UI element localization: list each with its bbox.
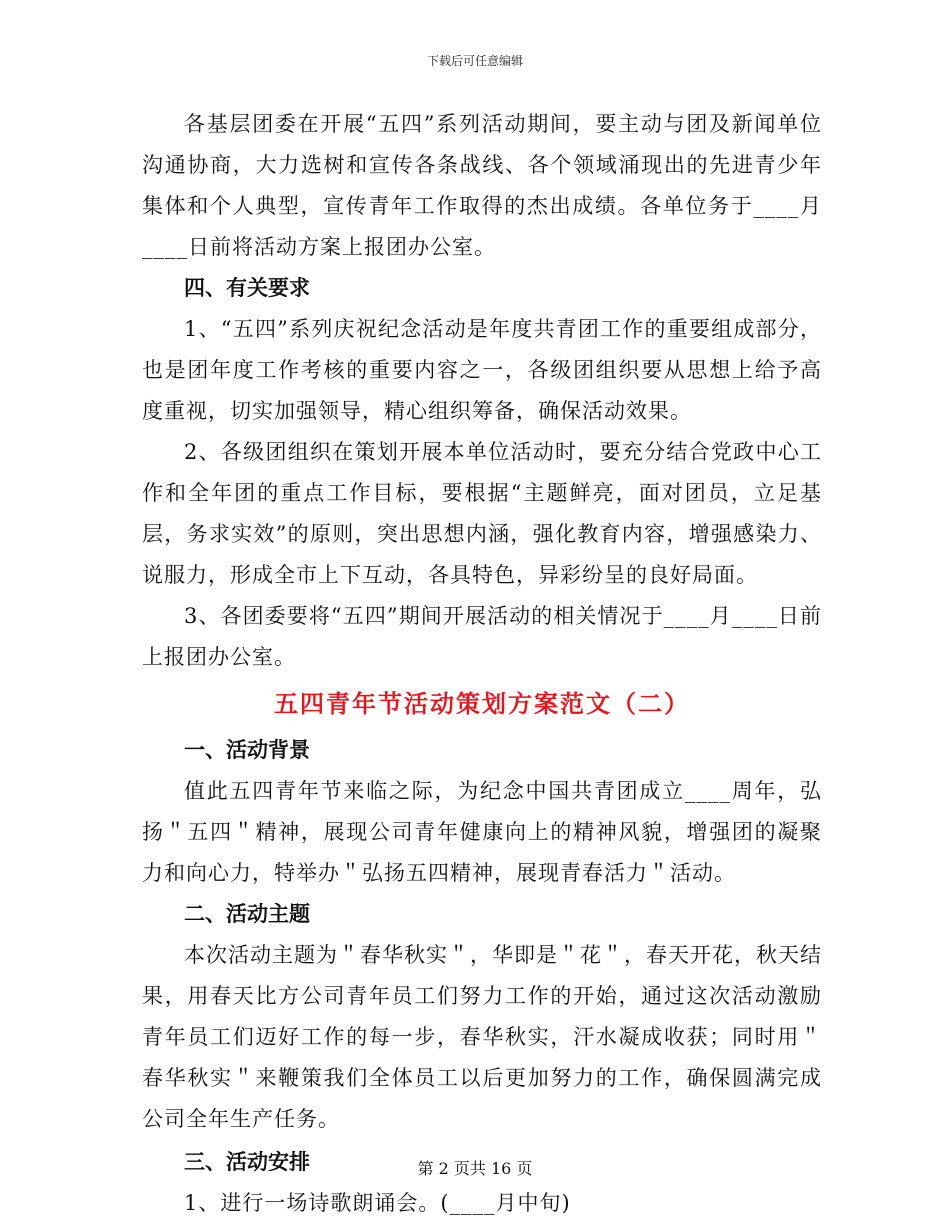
- heading-theme: 二、活动主题: [184, 902, 310, 926]
- page-header: 下载后可任意编辑: [426, 54, 523, 68]
- paragraph-requirement-3: 3、各团委要将“五四”期间开展活动的相关情况于____月____日前上报团办公室。: [142, 604, 822, 669]
- heading-requirements: 四、有关要求: [184, 276, 310, 300]
- section-title: 五四青年节活动策划方案范文（二）: [274, 690, 690, 718]
- paragraph-requirement-2: 2、各级团组织在策划开展本单位活动时，要充分结合党政中心工作和全年团的重点工作目标，要根据“主题鲜亮，面对团员，立足基层，务求实效”的原则，突出思想内涵，强化教育内容，增强感染力、说服力，形成全市上下互动，各具特色，异彩纷呈的良好局面。: [142, 440, 822, 587]
- paragraph-background: 值此五四青年节来临之际，为纪念中国共青团成立____周年，弘扬＂五四＂精神，展现公司青年健康向上的精神风貌，增强团的凝聚力和向心力，特举办＂弘扬五四精神，展现青春活力＂活动。: [142, 779, 822, 885]
- paragraph-arrangement-1: 1、进行一场诗歌朗诵会。(____月中旬): [184, 1191, 571, 1215]
- page-footer: 第 2 页共 16 页: [417, 1159, 533, 1178]
- paragraph-requirement-1: 1、“五四”系列庆祝纪念活动是年度共青团工作的重要组成部分，也是团年度工作考核的重要内容之一，各级团组织要从思想上给予高度重视，切实加强领导，精心组织筹备，确保活动效果。: [142, 317, 822, 423]
- paragraph-publicity: 各基层团委在开展“五四”系列活动期间，要主动与团及新闻单位沟通协商，大力选树和宣传各条战线、各个领域涌现出的先进青少年集体和个人典型，宣传青年工作取得的杰出成绩。各单位务于____月____日前将活动方案上报团办公室。: [142, 112, 822, 259]
- paragraph-theme: 本次活动主题为＂春华秋实＂，华即是＂花＂，春天开花，秋天结果，用春天比方公司青年员工们努力工作的开始，通过这次活动激励青年员工们迈好工作的每一步，春华秋实，汗水凝成收获；同时用＂春华秋实＂来鞭策我们全体员工以后更加努力的工作，确保圆满完成公司全年生产任务。: [142, 943, 822, 1131]
- heading-background: 一、活动背景: [184, 738, 310, 762]
- document-body: [142, 104, 822, 1224]
- heading-arrangement: 三、活动安排: [184, 1150, 310, 1174]
